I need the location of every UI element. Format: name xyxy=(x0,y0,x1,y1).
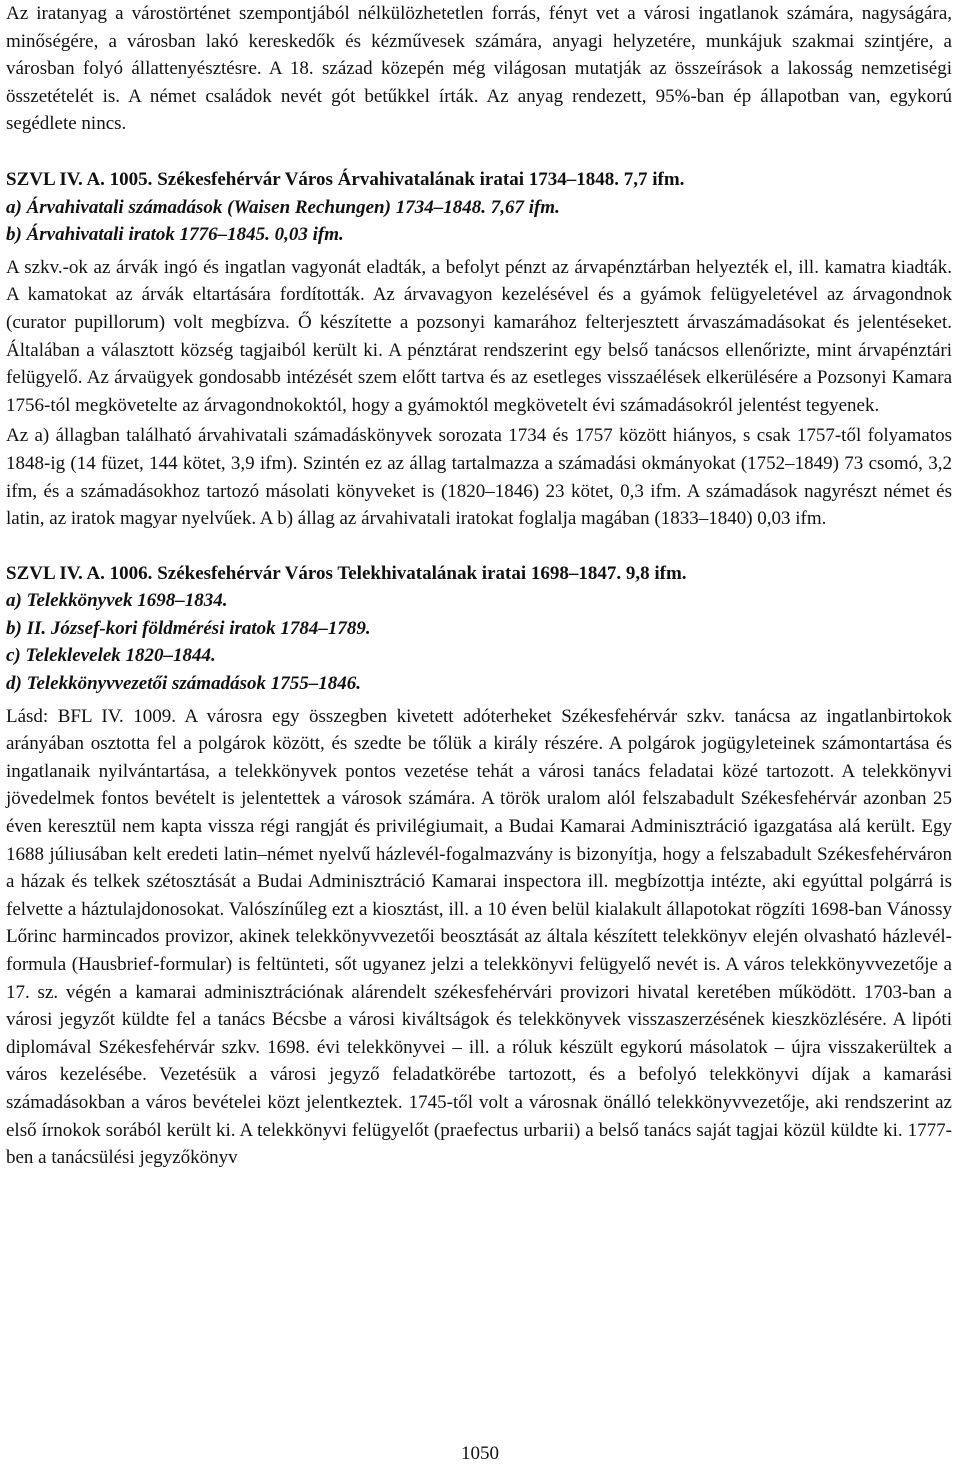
document-page xyxy=(6,0,952,1172)
fond-1005-paragraph-1: A szkv.-ok az árvák ingó és ingatlan vagyonát eladták, a befolyt pénzt az árvapénztárban helyezték el, ill. kamatra kiadták. A kamatokat az árvák eltartására fordították. Az árvavagyon kezelésével és a gyámok felügyeletével az árvagondnok (curator pupillorum) volt megbízva. Ő készítette a pozsonyi kamarához felterjesztett árvaszámadásokat és jelentéseket. Általában a választott község tagjaiból került ki. A pénztárat rendszerint egy belső tanácsos ellenőrizte, mint árvapénztári felügyelő. Az árvaügyek gondosabb intézését szem előtt tartva és az esetleges visszaélések elkerülésére a Pozsonyi Kamara 1756-tól megkövetelte az árvagondnokoktól, hogy a gyámoktól megkövetelt évi számadásokról jelentést tegyenek. xyxy=(6,256,952,416)
fond-1005-subseries-b: b) Árvahivatali iratok 1776–1845. 0,03 ifm. xyxy=(6,224,344,246)
fond-1005-title: Székesfehérvár Város Árvahivatalának iratai 1734–1848. 7,7 ifm. xyxy=(157,168,685,190)
fond-1006-code: SZVL IV. A. 1006. xyxy=(6,562,153,584)
fond-1005-subseries-a: a) Árvahivatali számadások (Waisen Rechungen) 1734–1848. 7,67 ifm. xyxy=(6,196,560,218)
fond-1006-section xyxy=(6,560,952,1172)
fond-1006-paragraph-1: Lásd: BFL IV. 1009. A városra egy összegben kivetett adóterheket Székesfehérvár szkv. tanácsa az ingatlanbirtokok arányában osztotta fel a polgárok között, és szedte be tőlük a király részére. A polgárok jogügyleteinek számontartása és ingatlanaik nyilvántartása, a telekkönyvek pontos vezetése tehát a városi tanács feladatai közé tartozott. A telekkönyvi jövedelmek fontos bevételt is jelentettek a városok számára. A török uralom alól felszabadult Székesfehérvár azonban 25 éven keresztül nem kapta vissza régi rangját és privilégiumait, a Budai Kamarai Adminisztráció igazgatása alá került. Egy 1688 júliusában kelt eredeti latin–német nyelvű házlevél-fogalmazvány is bizonyítja, hogy a felszabadult Székesfehérváron a házak és telkek szétosztását a Budai Adminisztráció Kamarai inspectora ill. megbízottja intézte, aki egyúttal polgárrá is felvette a háztulajdonosokat. Valószínűleg ezt a kiosztást, ill. a 10 éven belül kialakult állapotokat rögzíti 1698-ban Vánossy Lőrinc harmincados provizor, akinek telekkönyvvezetői beosztását az általa készített telekkönyv elején olvasható házlevél-formula (Hausbrief-formular) is feltünteti, sőt ugyanez jelzi a telekkönyvi felügyelő nevét is. A város telekkönyvvezetője a 17. sz. végén a kamarai adminisztrációnak alárendelt székesfehérvári provizori hivatal keretében működött. 1703-ban a városi jegyzőt küldte fel a tanács Bécsbe a városi kiváltságok és telekkönyvek visszaszerzésének kieszközlésére. A lipóti diplomával Székesfehérvár szkv. 1698. évi telekkönyvei – ill. a róluk készült egykorú másolatok – újra visszakerültek a város kezelésébe. Vezetésük a városi jegyző feladatkörébe tartozott, és a befolyó telekkönyvi díjak a kamarási számadásokban a város bevételei közt jelentkeztek. 1745-től volt a városnak önálló telekkönyvvezetője, aki rendszerint az első írnokok sorából került ki. A telekkönyvi felügyelőt (praefectus urbarii) a belső tanács saját tagjai közül küldte ki. 1777-ben a tanácsülési jegyzőkönyv xyxy=(6,705,952,1169)
fond-1006-title: Székesfehérvár Város Telekhivatalának iratai 1698–1847. 9,8 ifm. xyxy=(157,562,687,584)
fond-1006-subseries-c: c) Teleklevelek 1820–1844. xyxy=(6,645,216,667)
fond-1006-subseries-a: a) Telekkönyvek 1698–1834. xyxy=(6,590,228,612)
intro-paragraph: Az iratanyag a várostörténet szempontjából nélkülözhetetlen forrás, fényt vet a városi ingatlanok számára, nagyságára, minőségére, a városban lakó kereskedők és kézművesek számára, anyagi helyzetére, munkájuk szakmai szintjére, a városban folyó állattenyésztésre. A 18. század közepén még világosan mutatják az összeírások a lakosság nemzetiségi összetételét is. A német családok nevét gót betűkkel írták. Az anyag rendezett, 95%-ban ép állapotban van, egykorú segédlete nincs. xyxy=(6,3,952,135)
fond-1005-heading xyxy=(6,166,952,194)
fond-1005-section xyxy=(6,166,952,533)
fond-1005-code: SZVL IV. A. 1005. xyxy=(6,168,153,190)
fond-1005-paragraph-2: Az a) állagban található árvahivatali számadáskönyvek sorozata 1734 és 1757 között hiányos, s csak 1757-től folyamatos 1848-ig (14 füzet, 144 kötet, 3,9 ifm). Szintén ez az állag tartalmazza a számadási okmányokat (1752–1849) 73 csomó, 3,2 ifm, és a számadásokhoz tartozó másolati könyveket is (1820–1846) 23 kötet, 0,3 ifm. A számadások nagyrészt német és latin, az iratok magyar nyelvűek. A b) állag az árvahivatali iratokat foglalja magában (1833–1840) 0,03 ifm. xyxy=(6,425,952,530)
fond-1006-heading xyxy=(6,560,952,588)
fond-1006-subseries-d: d) Telekkönyvvezetői számadások 1755–1846. xyxy=(6,673,361,695)
fond-1006-subseries-b: b) II. József-kori földmérési iratok 1784–1789. xyxy=(6,617,371,639)
page-number: 1050 xyxy=(461,1443,499,1464)
